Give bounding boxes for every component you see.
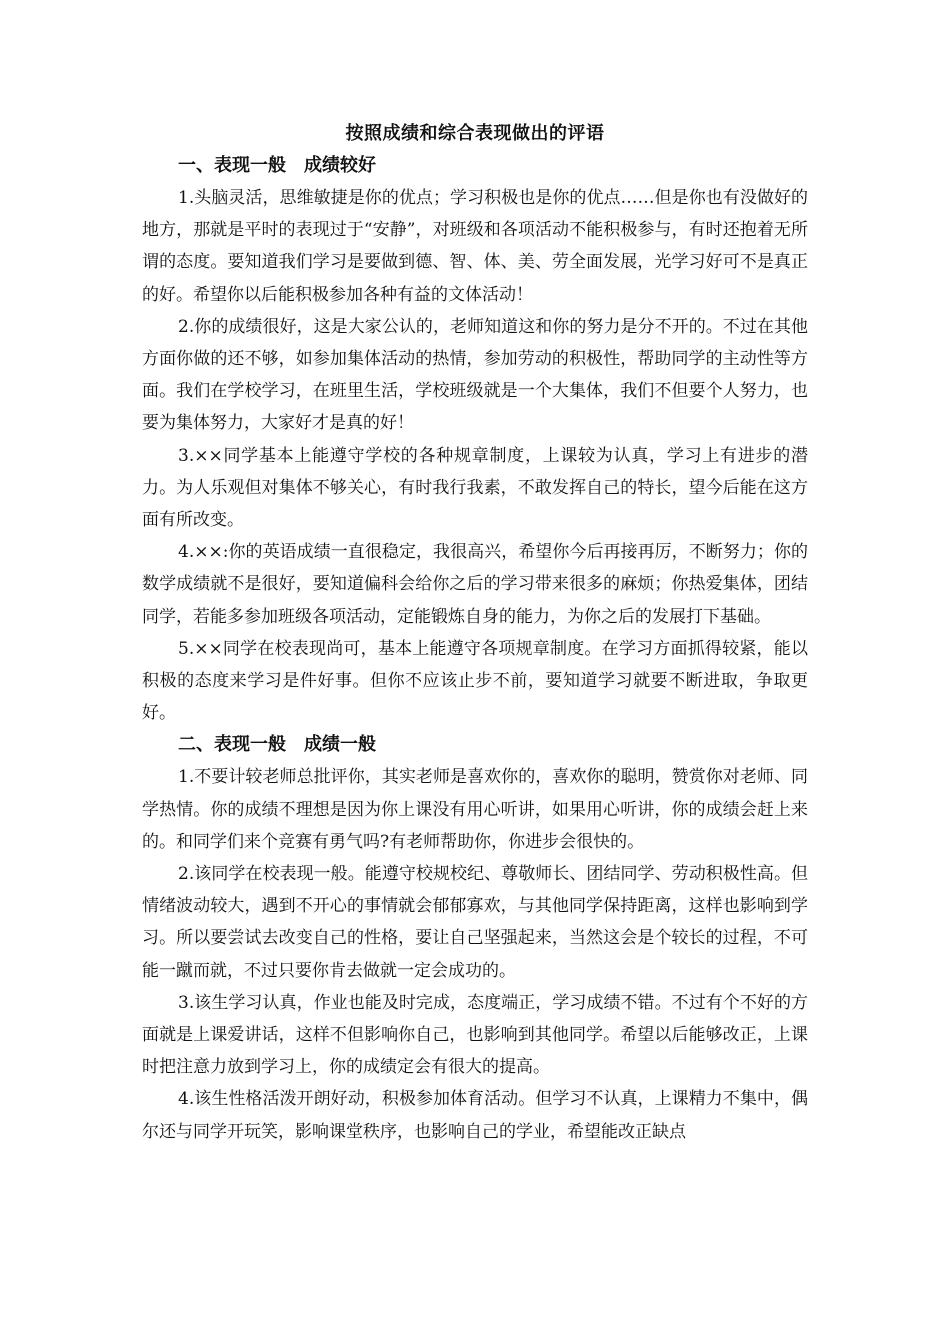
comment-paragraph: 1.不要计较老师总批评你，其实老师是喜欢你的，喜欢你的聪明，赞赏你对老师、同学热情。你的成绩不理想是因为你上课没有用心听讲，如果用心听讲，你的成绩会赶上来的。和同学们来个竞赛有勇气吗?有老师帮助你，你进步会很快的。 <box>142 767 808 852</box>
comment-paragraph: 4.××:你的英语成绩一直很稳定，我很高兴，希望你今后再接再厉，不断努力；你的数学成绩就不是很好，要知道偏科会给你之后的学习带来很多的麻烦；你热爱集体，团结同学，若能多参加班级各项活动，定能锻炼自身的能力，为你之后的发展打下基础。 <box>142 542 808 627</box>
comment-paragraph: 3.××同学基本上能遵守学校的各种规章制度，上课较为认真，学习上有进步的潜力。为人乐观但对集体不够关心，有时我行我素，不敢发挥自己的特长，望今后能在这方面有所改变。 <box>142 445 808 531</box>
comment-paragraph: 1.头脑灵活，思维敏捷是你的优点；学习积极也是你的优点……但是你也有没做好的地方，那就是平时的表现过于“安静”，对班级和各项活动不能积极参与，有时还抱着无所谓的态度。要知道我们学习是要做到德、智、体、美、劳全面发展，光学习好可不是真正的好。希望你以后能积极参加各种有益的文体活动！ <box>142 188 808 305</box>
section-heading-1: 一、表现一般 成绩较好 <box>178 155 376 176</box>
comment-paragraph: 3.该生学习认真，作业也能及时完成，态度端正，学习成绩不错。不过有个不好的方面就是上课爱讲话，这样不但影响你自己，也影响到其他同学。希望以后能够改正，上课时把注意力放到学习上，你的成绩定会有很大的提高。 <box>142 992 808 1078</box>
comment-paragraph: 5.××同学在校表现尚可，基本上能遵守各项规章制度。在学习方面抓得较紧，能以积极的态度来学习是件好事。但你不应该止步不前，要知道学习就要不断进取，争取更好。 <box>142 638 808 724</box>
document-title: 按照成绩和综合表现做出的评语 <box>345 123 605 144</box>
comment-paragraph: 2.你的成绩很好，这是大家公认的，老师知道这和你的努力是分不开的。不过在其他方面你做的还不够，如参加集体活动的热情，参加劳动的积极性，帮助同学的主动性等方面。我们在学校学习，在班里生活，学校班级就是一个大集体，我们不但要个人努力，也要为集体努力，大家好才是真的好！ <box>142 316 808 434</box>
comment-paragraph: 4.该生性格活泼开朗好动，积极参加体育活动。但学习不认真，上课精力不集中，偶尔还与同学开玩笑，影响课堂秩序，也影响自己的学业，希望能改正缺点 <box>142 1089 808 1142</box>
comment-paragraph: 2.该同学在校表现一般。能遵守校规校纪、尊敬师长、团结同学、劳动积极性高。但情绪波动较大，遇到不开心的事情就会郁郁寡欢，与其他同学保持距离，这样也影响到学习。所以要尝试去改变自己的性格，要让自己坚强起来，当然这会是个较长的过程，不可能一蹴而就，不过只要你肯去做就一定会成功的。 <box>142 864 808 981</box>
section-heading-2: 二、表现一般 成绩一般 <box>178 734 376 756</box>
document-body <box>142 118 808 1148</box>
